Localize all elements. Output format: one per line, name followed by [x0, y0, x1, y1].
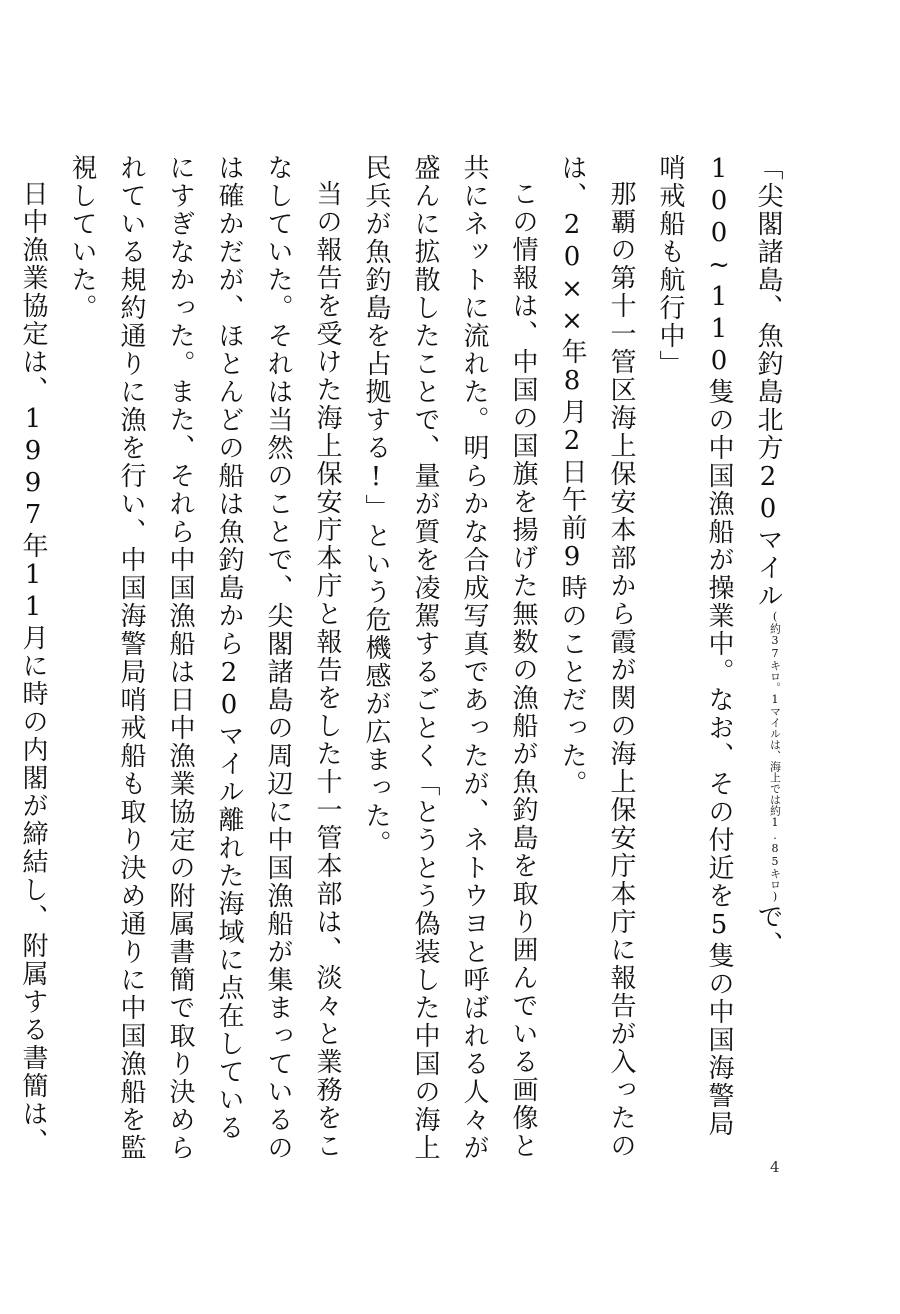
inline-note: (約37キロ。1マイルは、海上では約1.85キロ): [768, 610, 782, 903]
paragraph-5: [0, 154, 57, 1164]
text-segment: 当の報告を受けた海上保安庁本庁と報告をした十一管本部は、淡々と業務をこなしていた。それは当然のことで、尖閣諸島の周辺に中国漁船が集まっているのは確かだが、ほとんどの船は魚釣島から20マイル離れた海域に点在しているにすぎなかった。また、それら中国漁船は日中漁業協定の附属書簡で取り決められている規約通りに漁を行い、中国海警局哨戒船も取り決め通りに中国漁船を監視していた。: [67, 154, 342, 1162]
paragraph-3: [351, 154, 547, 1164]
text-segment: 那覇の第十一管区海上保安本部から霞が関の海上保安庁本庁に報告が入ったのは、20××年8月2日午前9時のことだった。: [557, 154, 636, 1160]
paragraph-1: [645, 154, 792, 1164]
text-segment: 日中漁業協定は、1997年11月に時の内閣が締結し、附属する書簡は、: [18, 180, 48, 1156]
page-number: 4: [770, 1158, 780, 1176]
body-text: [18, 154, 792, 1164]
text-segment: この情報は、中国の国旗を揚げた無数の漁船が魚釣島を取り囲んでいる画像と共にネットに流れた。明らかな合成写真であったが、ネトウヨと呼ばれる人々が盛んに拡散したことで、量が質を凌駕するごとく「とうとう偽装した中国の海上民兵が魚釣島を占拠する!」という危機感が広まった。: [361, 154, 538, 1162]
text-segment: 「尖閣諸島、魚釣島北方20マイル: [753, 154, 783, 610]
paragraph-2: [547, 154, 645, 1164]
text-segment: で、100~110隻の中国漁船が操業中。なお、その付近を5隻の中国海警局哨戒船も航行中」: [655, 154, 783, 1138]
paragraph-4: [57, 154, 351, 1164]
